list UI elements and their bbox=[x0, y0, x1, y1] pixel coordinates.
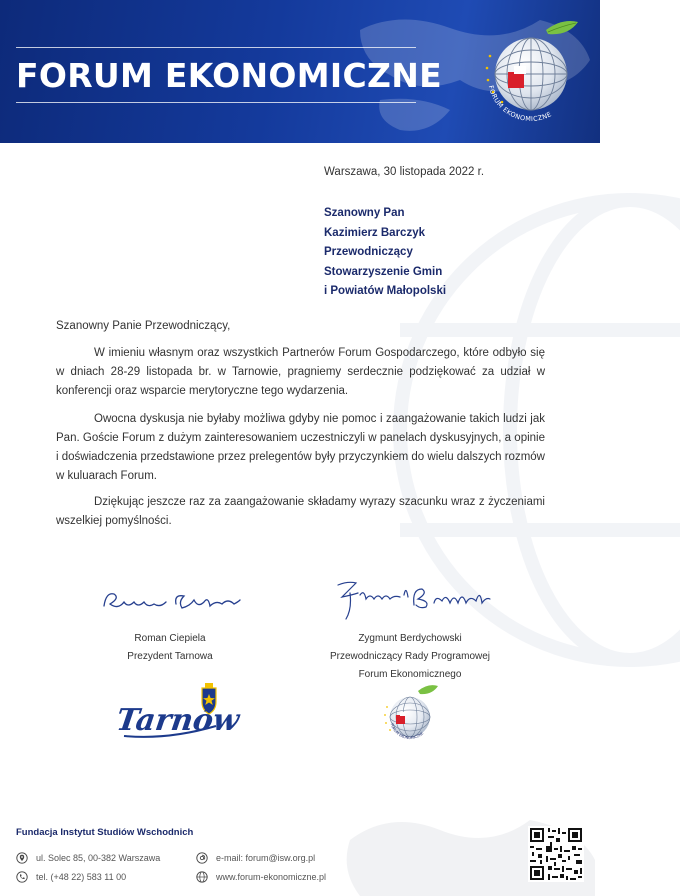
signature-roman-ciepiela bbox=[90, 580, 250, 620]
letter-paragraph: W imieniu własnym oraz wszystkich Partnerów Forum Gospodarczego, które odbyło się w dniach 28-29 listopada br. w Tarnowie, pragniemy serdecznie podziękować za udział w konferencji oraz wsparcie merytoryczne tego wydarzenia. bbox=[56, 347, 545, 397]
at-sign-icon bbox=[196, 852, 208, 864]
logo-caption: FORUM EKONOMICZNE bbox=[486, 84, 553, 124]
footer-organization: Fundacja Instytut Studiów Wschodnich bbox=[16, 827, 194, 838]
letterhead-banner bbox=[0, 0, 600, 143]
signature-zygmunt-berdychowski bbox=[330, 575, 500, 623]
addressee-line: Przewodniczący bbox=[324, 246, 413, 258]
footer-phone-text: tel. (+48 22) 583 11 00 bbox=[36, 872, 127, 882]
small-logo-caption: FORUM EKONOMICZNE bbox=[389, 723, 425, 741]
footer-email-text[interactable]: e-mail: forum@isw.org.pl bbox=[216, 853, 316, 863]
signer-right bbox=[300, 630, 520, 684]
forum-globe-logo-small bbox=[378, 683, 440, 751]
signer-left bbox=[95, 630, 245, 666]
header-rule-bottom bbox=[16, 102, 416, 103]
addressee-line: Szanowny Pan bbox=[324, 207, 405, 219]
signer-role: Prezydent Tarnowa bbox=[127, 651, 213, 662]
globe-icon bbox=[196, 871, 208, 883]
footer-website-text[interactable]: www.forum-ekonomiczne.pl bbox=[216, 872, 327, 882]
signer-role: Forum Ekonomicznego bbox=[358, 669, 462, 680]
footer-address-text: ul. Solec 85, 00-382 Warszawa bbox=[36, 853, 161, 863]
signer-name: Roman Ciepiela bbox=[134, 633, 206, 644]
signer-name: Zygmunt Berdychowski bbox=[358, 633, 462, 644]
footer-website[interactable] bbox=[196, 871, 326, 883]
tarnow-city-logo bbox=[114, 682, 242, 744]
letter-paragraph: Owocna dyskusja nie byłaby możliwa gdyby nie pomoc i zaangażowanie takich ludzi jak Pan. Goście Forum z dużym zainteresowaniem uczestniczyli w panelach dyskusyjnych, a opinie i doświadczenia przedstawione przez prelegentów były przyczynkiem do wielu dalszych rozmów w kuluarach Forum. bbox=[56, 413, 545, 482]
letter-greeting: Szanowny Panie Przewodniczący, bbox=[56, 320, 231, 332]
addressee-line: Kazimierz Barczyk bbox=[324, 226, 425, 239]
qr-code[interactable] bbox=[528, 826, 584, 882]
footer-email[interactable] bbox=[196, 852, 315, 864]
header-title: FORUM EKONOMICZNE bbox=[16, 56, 443, 95]
location-pin-icon bbox=[16, 852, 28, 864]
footer-phone bbox=[16, 871, 126, 883]
letter-date: Warszawa, 30 listopada 2022 r. bbox=[324, 166, 485, 178]
tarnow-wordmark: Tarnów bbox=[114, 703, 242, 738]
header-rule-top bbox=[16, 47, 416, 48]
letter-paragraph: Dziękując jeszcze raz za zaangażowanie składamy wyrazy szacunku wraz z życzeniami wszelkiej pomyślności. bbox=[56, 496, 545, 527]
phone-icon bbox=[16, 871, 28, 883]
footer-address bbox=[16, 852, 160, 864]
addressee-line: i Powiatów Małopolski bbox=[324, 285, 447, 297]
addressee-block bbox=[324, 204, 446, 302]
forum-globe-logo bbox=[476, 16, 586, 131]
addressee-line: Stowarzyszenie Gmin bbox=[324, 265, 443, 278]
signer-role: Przewodniczący Rady Programowej bbox=[329, 651, 491, 662]
